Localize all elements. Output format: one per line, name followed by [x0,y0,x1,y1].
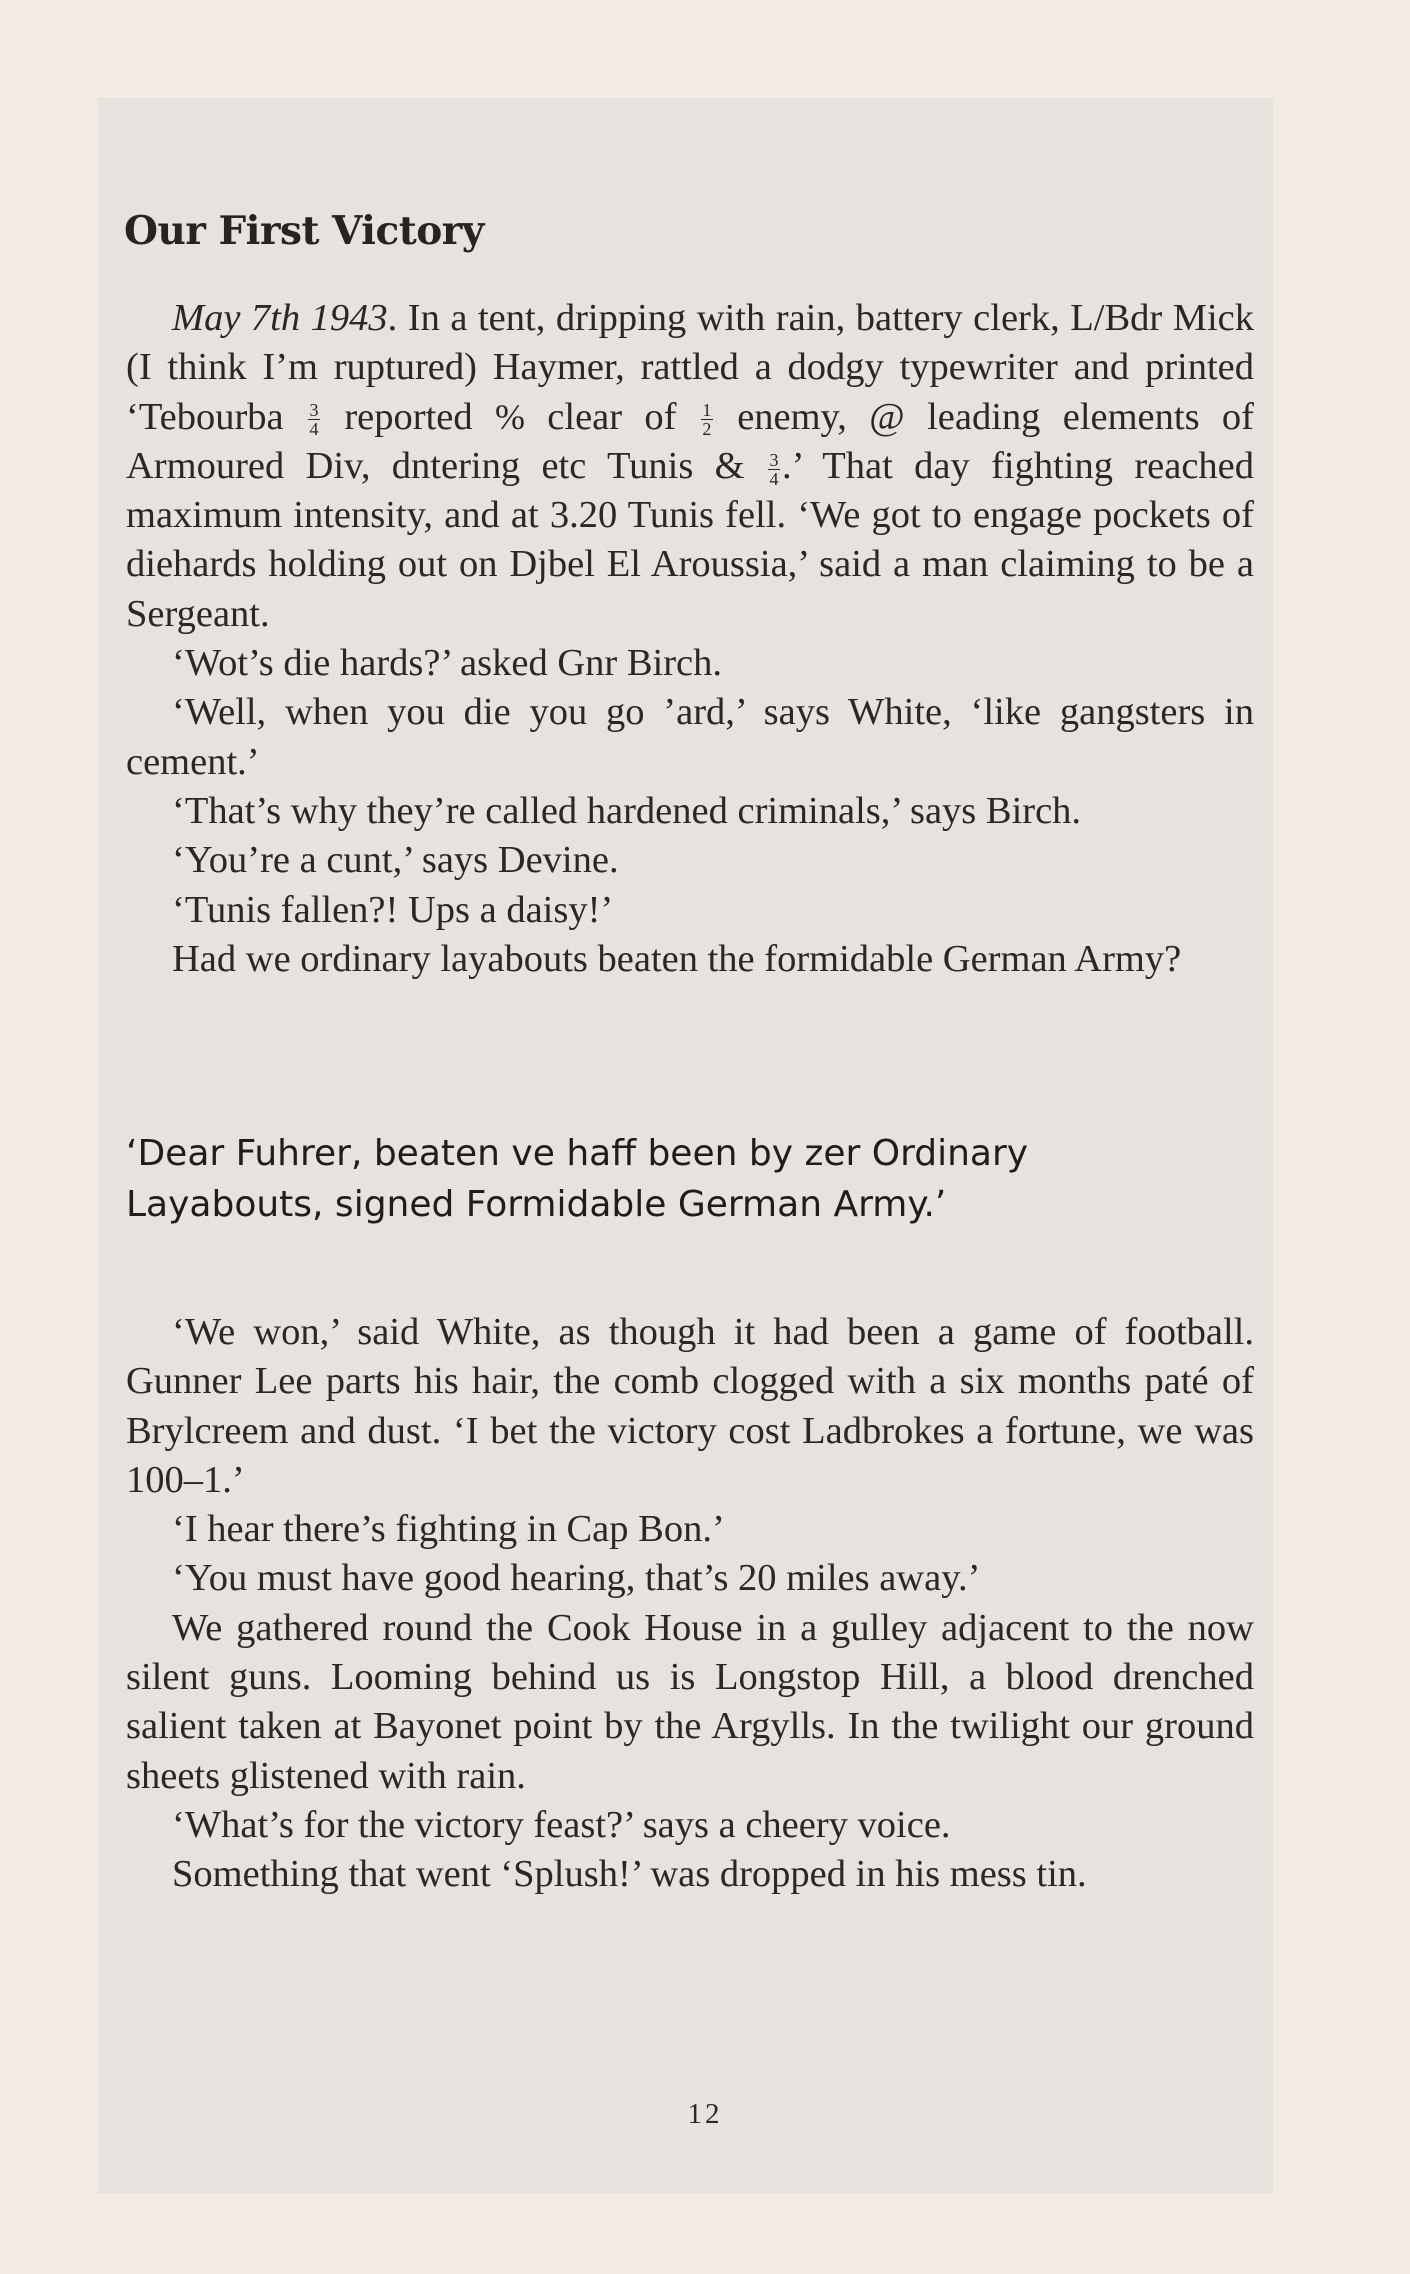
intro-text-b: reported [322,395,495,438]
fuhrer-quote: ‘Dear Fuhrer, beaten ve haff been by zer Ordinary Layabouts, signed Formidable German Army.’ [126,1133,1029,1225]
fraction-three-quarters: $\frac{3}{4}$ [309,400,319,440]
dialogue-line: ‘That’s why they’re called hardened criminals,’ says Birch. [172,789,1082,832]
intro-text-c: clear of [524,395,699,438]
date-text: May 7th 1943 [172,297,388,339]
intro-paragraph-block [126,294,1254,984]
intro-text-a: . In a tent, dripping with rain, battery clerk, L/Bdr Mick (I think I’m ruptured) Haymer, rattled a dodgy typewriter and printed ‘Tebourba [126,297,1254,438]
dialogue-line: ‘Wot’s die hards?’ asked Gnr Birch. [172,642,722,685]
dialogue-line: ‘You’re a cunt,’ says Devine. [172,839,619,882]
paragraph: We gathered round the Cook House in a gulley adjacent to the now silent guns. Looming behind us is Longstop Hill, a blood drenched salient taken at Bayonet point by the Argylls. In the twilight our ground sheets glistened with rain. [126,1606,1254,1797]
narration-line: Had we ordinary layabouts beaten the formidable German Army? [172,937,1182,980]
paragraph: Something that went ‘Splush!’ was dropped in his mess tin. [172,1853,1087,1896]
chapter-heading: Our First Victory [124,208,484,254]
dialogue-line: ‘Tunis fallen?! Ups a daisy!’ [172,888,614,931]
intro-text-e: .’ That day fighting reached maximum intensity, and at 3.20 Tunis fell. ‘We got to engage pockets of diehards holding out on Djbel El Aroussia,’ said a man claiming to be a Sergeant. [126,444,1255,635]
dialogue-line: ‘What’s for the victory feast?’ says a cheery voice. [172,1803,951,1846]
dialogue-line: ‘I hear there’s fighting in Cap Bon.’ [172,1508,725,1551]
paragraph: ‘We won,’ said White, as though it had been a game of football. Gunner Lee parts his hair, the comb clogged with a six months paté of Brylcreem and dust. ‘I bet the victory cost Ladbrokes a fortune, we was 100–1.’ [126,1311,1254,1501]
dialogue-line: ‘You must have good hearing, that’s 20 miles away.’ [172,1557,981,1600]
second-section-block [126,1308,1254,1900]
fraction-one-half: $\frac{1}{2}$ [702,400,712,440]
intro-paragraph [126,294,1254,639]
fraction-three-quarters-2: $\frac{3}{4}$ [769,449,779,489]
intro-text-d: enemy, @ leading elements of Armoured Div, dntering etc Tunis & [126,395,1254,487]
percent-sign: % [494,396,525,437]
dialogue-line: ‘Well, when you die you go ’ard,’ says White, ‘like gangsters in cement.’ [126,691,1254,783]
page-number: 12 [687,2098,723,2130]
